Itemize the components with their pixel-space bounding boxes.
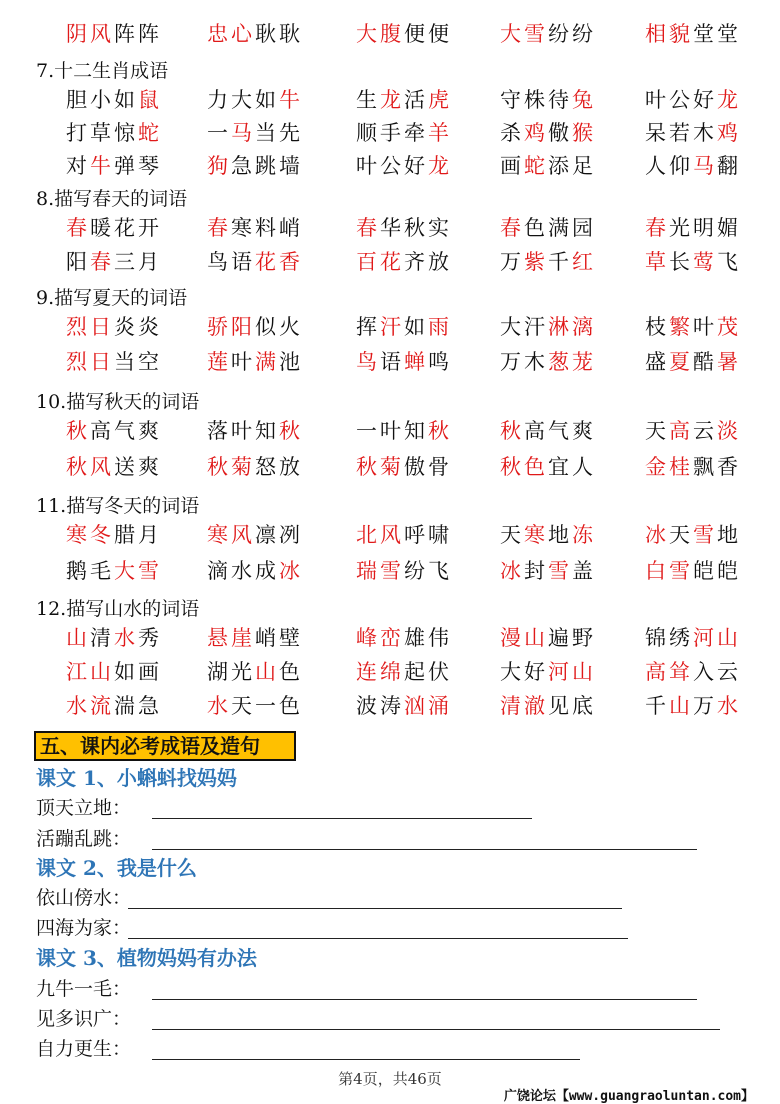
idiom: 春暖花开 [66,216,162,240]
idiom: 瑞雪纷飞 [356,559,452,583]
idiom: 山清水秀 [66,626,162,650]
section-title: 五、课内必考成语及造句 [34,731,296,761]
idiom-row [0,117,780,149]
idiom: 滴水成冰 [207,559,303,583]
answer-line[interactable] [152,1029,720,1030]
answer-line[interactable] [152,818,532,819]
idiom: 狗急跳墙 [207,154,303,178]
idiom-row [0,622,780,654]
idiom: 万紫千红 [500,250,596,274]
idiom: 挥汗如雨 [356,315,452,339]
idiom: 连绵起伏 [356,660,452,684]
idiom: 春光明媚 [645,216,741,240]
idiom-row [0,212,780,244]
idiom: 画蛇添足 [500,154,596,178]
category-heading: 10.描写秋天的词语 [36,391,200,413]
idiom: 悬崖峭壁 [207,626,303,650]
idiom: 秋菊傲骨 [356,455,452,479]
idiom: 万木葱茏 [500,350,596,374]
idiom: 春色满园 [500,216,596,240]
idiom: 天寒地冻 [500,523,596,547]
idiom: 力大如牛 [207,88,303,112]
idiom: 大雪纷纷 [500,22,596,46]
idiom: 阳春三月 [66,250,162,274]
lesson-1-item-2: 活蹦乱跳： [36,828,132,850]
idiom: 顺手牵羊 [356,121,452,145]
idiom: 春华秋实 [356,216,452,240]
answer-line[interactable] [128,908,622,909]
idiom: 鸟语蝉鸣 [356,350,452,374]
idiom: 金桂飘香 [645,455,741,479]
idiom: 大汗淋漓 [500,315,596,339]
category-heading: 12.描写山水的词语 [36,598,200,620]
idiom: 对牛弹琴 [66,154,162,178]
category-heading: 8.描写春天的词语 [36,188,188,210]
idiom-row [0,84,780,116]
lesson-2-item-2: 四海为家： [36,917,132,939]
category-heading: 11.描写冬天的词语 [36,495,200,517]
idiom: 高耸入云 [645,660,741,684]
idiom-row [0,150,780,182]
idiom: 寒冬腊月 [66,523,162,547]
idiom: 落叶知秋 [207,419,303,443]
idiom: 北风呼啸 [356,523,452,547]
idiom: 秋菊怒放 [207,455,303,479]
idiom: 鸟语花香 [207,250,303,274]
lesson-1-title: 课文 1、小蝌蚪找妈妈 [36,766,237,790]
answer-line[interactable] [152,1059,580,1060]
idiom: 千山万水 [645,694,741,718]
idiom-row [0,690,780,722]
lesson-1-item-1: 顶天立地： [36,797,132,819]
idiom-row [0,18,780,50]
idiom-row [0,555,780,587]
idiom: 锦绣河山 [645,626,741,650]
idiom: 叶公好龙 [645,88,741,112]
idiom: 杀鸡儆猴 [500,121,596,145]
idiom: 白雪皑皑 [645,559,741,583]
idiom: 草长莺飞 [645,250,741,274]
idiom: 大好河山 [500,660,596,684]
category-heading: 9.描写夏天的词语 [36,287,188,309]
lesson-3-item-3: 自力更生： [36,1038,132,1060]
idiom-row [0,451,780,483]
lesson-3-item-1: 九牛一毛： [36,978,132,1000]
idiom: 江山如画 [66,660,162,684]
idiom: 阴风阵阵 [66,22,162,46]
idiom: 天高云淡 [645,419,741,443]
idiom: 胆小如鼠 [66,88,162,112]
idiom: 烈日当空 [66,350,162,374]
lesson-3-title: 课文 3、植物妈妈有办法 [36,946,257,970]
idiom: 呆若木鸡 [645,121,741,145]
answer-line[interactable] [152,999,697,1000]
idiom: 秋高气爽 [66,419,162,443]
idiom: 一叶知秋 [356,419,452,443]
idiom: 忠心耿耿 [207,22,303,46]
category-heading: 7.十二生肖成语 [36,60,169,82]
idiom: 漫山遍野 [500,626,596,650]
idiom: 水流湍急 [66,694,162,718]
site-watermark: 广饶论坛【www.guangraoluntan.com】 [503,1089,754,1104]
idiom: 打草惊蛇 [66,121,162,145]
answer-line[interactable] [152,849,697,850]
idiom: 相貌堂堂 [645,22,741,46]
idiom: 百花齐放 [356,250,452,274]
answer-line[interactable] [128,938,628,939]
idiom: 骄阳似火 [207,315,303,339]
idiom: 生龙活虎 [356,88,452,112]
lesson-2-title: 课文 2、我是什么 [36,856,197,880]
idiom-row [0,311,780,343]
idiom-row [0,415,780,447]
idiom-row [0,346,780,378]
idiom: 寒风凛冽 [207,523,303,547]
idiom: 冰封雪盖 [500,559,596,583]
idiom: 鹅毛大雪 [66,559,162,583]
page-number: 第4页，共46页 [338,1070,442,1088]
idiom: 峰峦雄伟 [356,626,452,650]
idiom: 清澈见底 [500,694,596,718]
idiom: 大腹便便 [356,22,452,46]
idiom-row [0,519,780,551]
idiom: 秋风送爽 [66,455,162,479]
idiom-row [0,656,780,688]
idiom: 枝繁叶茂 [645,315,741,339]
idiom: 守株待兔 [500,88,596,112]
lesson-3-item-2: 见多识广： [36,1008,132,1030]
idiom: 秋色宜人 [500,455,596,479]
idiom: 盛夏酷暑 [645,350,741,374]
lesson-2-item-1: 依山傍水： [36,887,132,909]
idiom: 一马当先 [207,121,303,145]
idiom: 烈日炎炎 [66,315,162,339]
idiom-row [0,246,780,278]
idiom: 秋高气爽 [500,419,596,443]
idiom: 湖光山色 [207,660,303,684]
idiom: 人仰马翻 [645,154,741,178]
idiom: 波涛汹涌 [356,694,452,718]
idiom: 春寒料峭 [207,216,303,240]
idiom: 叶公好龙 [356,154,452,178]
idiom: 莲叶满池 [207,350,303,374]
idiom: 冰天雪地 [645,523,741,547]
idiom: 水天一色 [207,694,303,718]
